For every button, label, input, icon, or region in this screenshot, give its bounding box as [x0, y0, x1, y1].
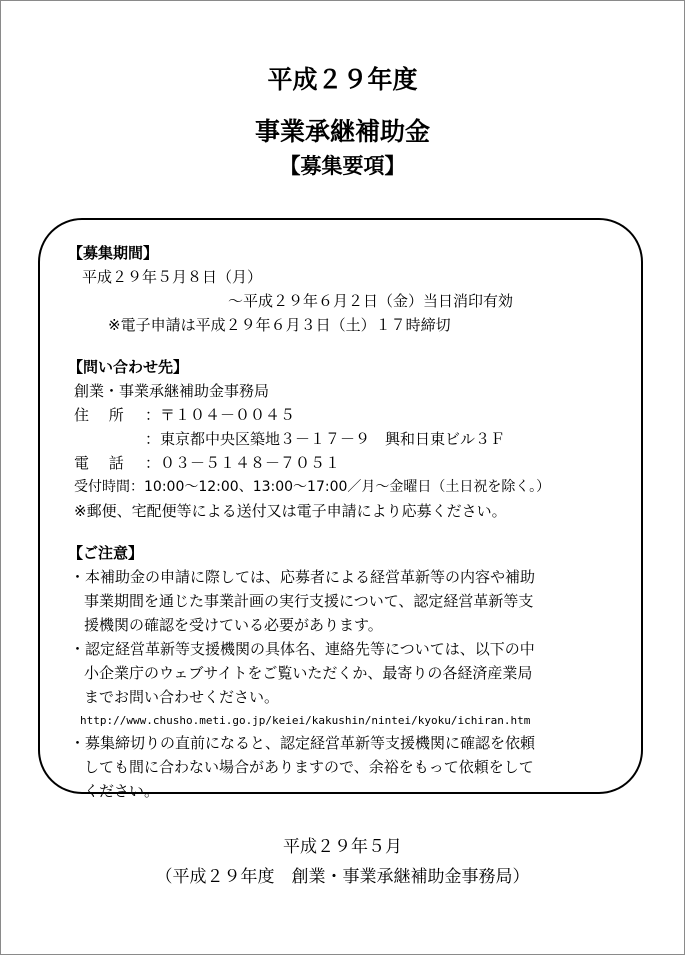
- electronic-deadline-note: ※電子申請は平成２９年６月３日（土）１７時締切: [108, 316, 451, 334]
- issuer: （平成２９年度 創業・事業承継補助金事務局）: [155, 867, 530, 887]
- phone-label: 電 話: [74, 454, 124, 472]
- note-item-2-line-2: 小企業庁のウェブサイトをご覧いただくか、最寄りの各経済産業局: [84, 664, 533, 682]
- note-item-2-line-3: までお問い合わせください。: [84, 688, 280, 706]
- contact-heading: 【問い合わせ先】: [68, 358, 189, 376]
- note-item-3-line-1: ・募集締切りの直前になると、認定経営革新等支援機関に確認を依頼: [70, 734, 536, 752]
- contact-office: 創業・事業承継補助金事務局: [74, 382, 270, 400]
- note-item-3-line-2: しても間に合わない場合がありますので、余裕をもって依頼をして: [84, 758, 534, 776]
- support-agency-url[interactable]: http://www.chusho.meti.go.jp/keiei/kakushin/nintei/kyoku/ichiran.htm: [80, 714, 531, 727]
- note-item-1-line-2: 事業期間を通じた事業計画の実行支援について、認定経営革新等支: [84, 592, 534, 610]
- postal-code: ：〒１０４－００４５: [145, 406, 296, 424]
- address: ：東京都中央区築地３－１７－９ 興和日東ビル３Ｆ: [145, 430, 506, 448]
- submission-note: ※郵便、宅配便等による送付又は電子申請により応募ください。: [74, 502, 507, 520]
- year-title: 平成２９年度: [267, 65, 418, 94]
- issue-date: 平成２９年５月: [283, 837, 402, 857]
- note-item-1-line-3: 援機関の確認を受けている必要があります。: [84, 616, 383, 634]
- document-type: 【募集要項】: [279, 154, 406, 178]
- period-heading: 【募集期間】: [68, 244, 159, 262]
- period-start: 平成２９年５月８日（月）: [82, 268, 263, 286]
- note-item-2-line-1: ・認定経営革新等支援機関の具体名、連絡先等については、以下の中: [70, 640, 535, 658]
- period-end: ～平成２９年６月２日（金）当日消印有効: [228, 292, 514, 310]
- address-label: 住 所: [74, 406, 124, 424]
- office-hours: 受付時間：10:00～12:00、13:00～17:00／月～金曜日（土日祝を除く。）: [74, 479, 551, 495]
- notes-heading: 【ご注意】: [68, 544, 144, 562]
- note-item-1-line-1: ・本補助金の申請に際しては、応募者による経営革新等の内容や補助: [70, 568, 536, 586]
- note-item-3-line-3: ください。: [84, 782, 160, 800]
- phone-number: ：０３－５１４８－７０５１: [145, 454, 341, 472]
- program-title: 事業承継補助金: [254, 117, 430, 146]
